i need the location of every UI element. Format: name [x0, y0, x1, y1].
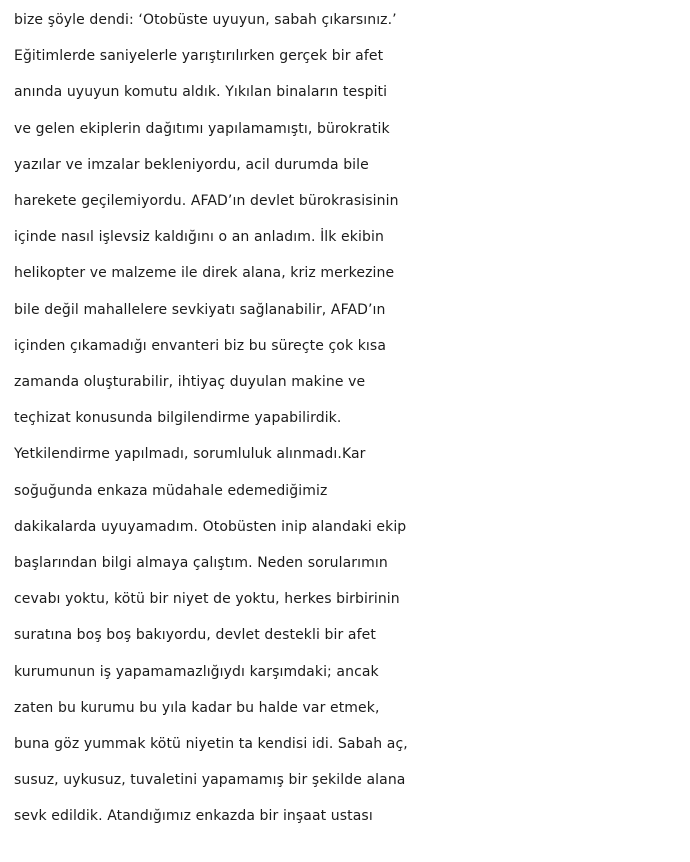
text-line: Eğitimlerde saniyelerle yarıştırılırken gerçek bir afet — [14, 48, 384, 65]
text-line: Yetkilendirme yapılmadı, sorumluluk alınmadı.Kar — [14, 446, 366, 463]
text-line: suratına boş boş bakıyordu, devlet destekli bir afet — [14, 627, 376, 644]
text-line: yazılar ve imzalar bekleniyordu, acil durumda bile — [14, 156, 369, 173]
article-text — [14, 2, 690, 835]
text-line: susuz, uykusuz, tuvaletini yapamamış bir şekilde alana — [14, 772, 406, 789]
text-line: helikopter ve malzeme ile direk alana, kriz merkezine — [14, 265, 395, 282]
text-line: zamanda oluşturabilir, ihtiyaç duyulan makine ve — [14, 374, 366, 391]
text-line: teçhizat konusunda bilgilendirme yapabilirdik. — [14, 410, 342, 427]
text-line: başlarından bilgi almaya çalıştım. Neden sorularımın — [14, 555, 388, 572]
text-line: soğuğunda enkaza müdahale edemediğimiz — [14, 482, 328, 499]
text-line: kurumunun iş yapamamazlığıydı karşımdaki; ancak — [14, 663, 379, 680]
text-line: harekete geçilemiyordu. AFAD’ın devlet bürokrasisinin — [14, 193, 399, 210]
text-line: buna göz yummak kötü niyetin ta kendisi idi. Sabah aç, — [14, 736, 408, 753]
text-line: içinden çıkamadığı envanteri biz bu süreçte çok kısa — [14, 337, 386, 354]
text-line: cevabı yoktu, kötü bir niyet de yoktu, herkes birbirinin — [14, 591, 400, 608]
text-line: ve gelen ekiplerin dağıtımı yapılamamıştı, bürokratik — [14, 120, 390, 137]
text-line: içinde nasıl işlevsiz kaldığını o an anladım. İlk ekibin — [14, 229, 384, 246]
text-line: bize şöyle dendi: ‘Otobüste uyuyun, sabah çıkarsınız.’ — [14, 12, 397, 28]
text-line: anında uyuyun komutu aldık. Yıkılan binaların tespiti — [14, 84, 388, 101]
text-line: bile değil mahallelere sevkiyatı sağlanabilir, AFAD’ın — [14, 301, 386, 318]
text-line: zaten bu kurumu bu yıla kadar bu halde var etmek, — [14, 699, 380, 716]
text-line: sevk edildik. Atandığımız enkazda bir inşaat ustası — [14, 808, 373, 825]
text-line: dakikalarda uyuyamadım. Otobüsten inip alandaki ekip — [14, 518, 407, 535]
